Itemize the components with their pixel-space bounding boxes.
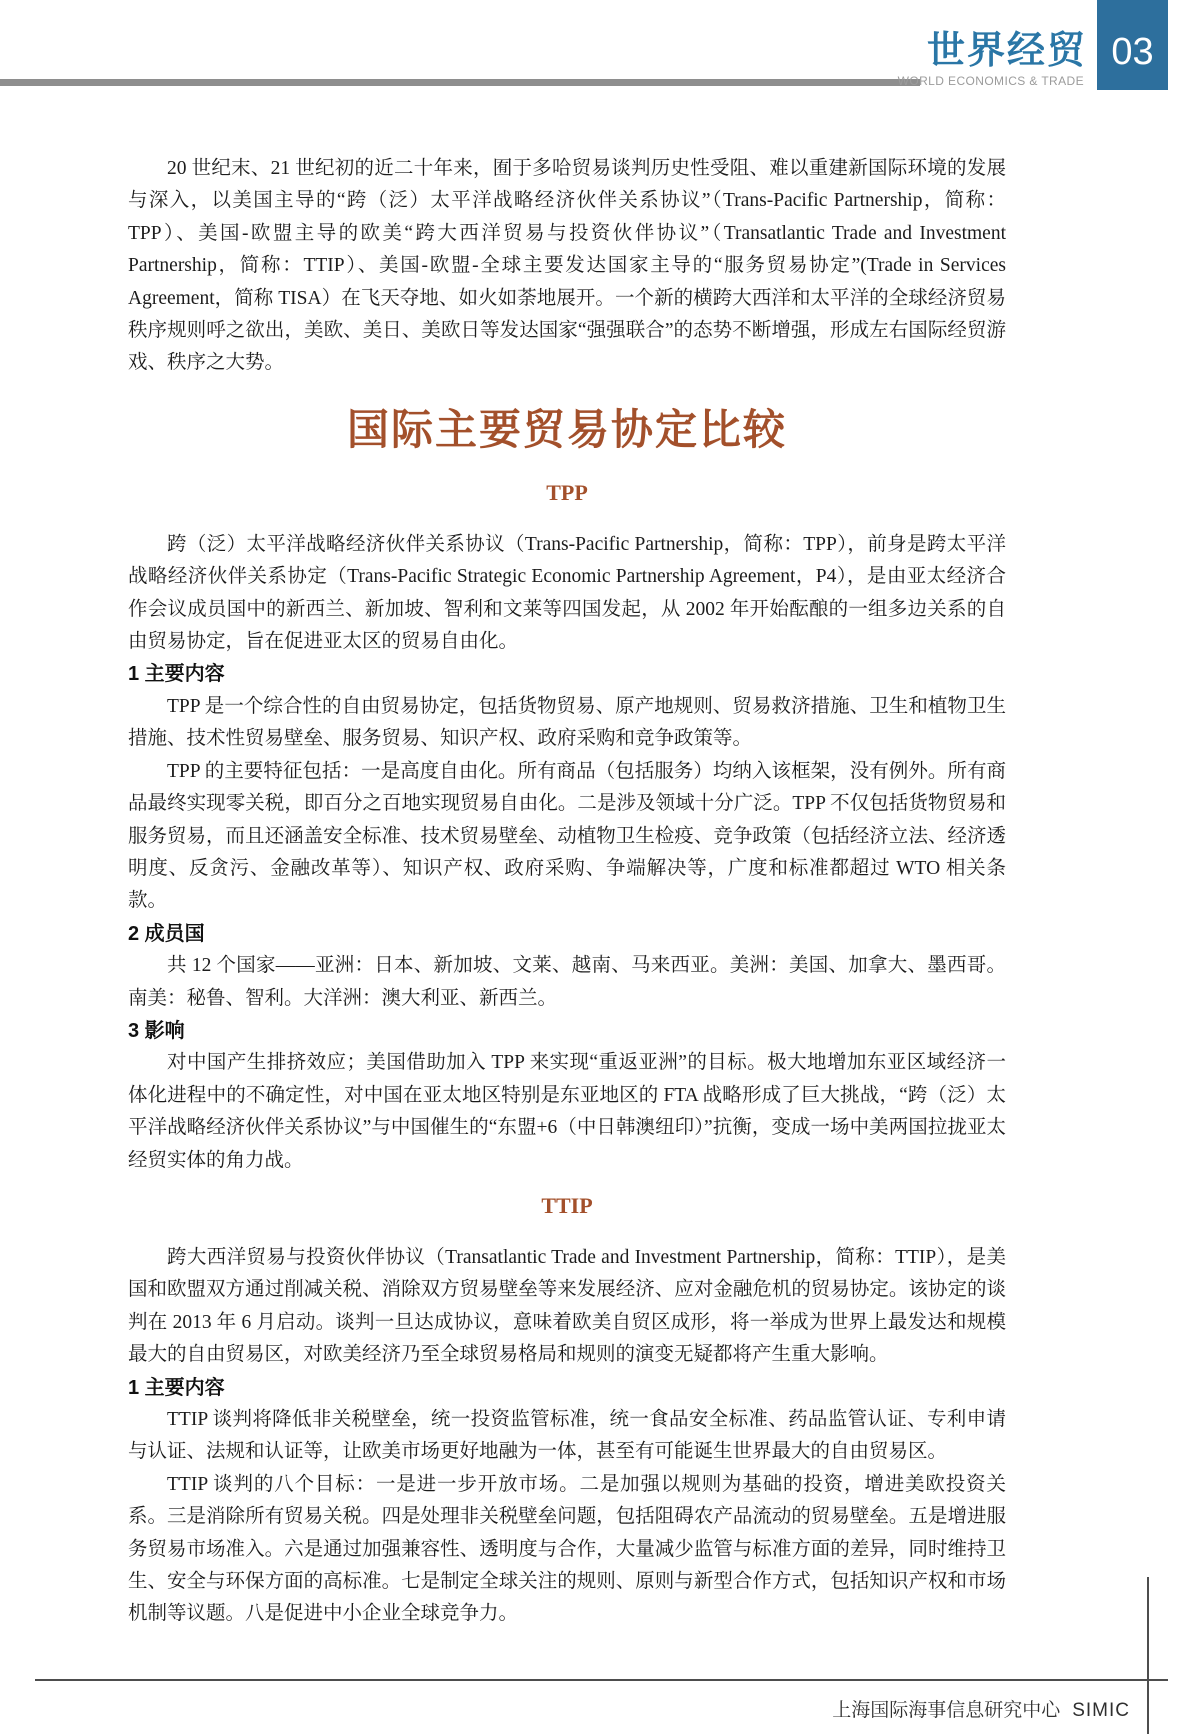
section-title-cn: 世界经贸 bbox=[926, 30, 1087, 72]
footer-publisher bbox=[832, 1698, 1130, 1724]
section-heading-tpp: TPP bbox=[546, 479, 588, 505]
tpp-paragraph-impact: 对中国产生排挤效应；美国借助加入 TPP 来实现“重返亚洲”的目标。极大地增加东亚区域经济一体化进程中的不确定性，对中国在亚太地区特别是东亚地区的 FTA 战略形成了巨大挑战，“跨（泛）太平洋战略经济伙伴关系协议”与中国催生的“东盟+6（中日韩澳纽印）”抗衡，变成一场中美两国拉拢亚太经贸实体的角力战。 bbox=[128, 1052, 1006, 1171]
footer-horizontal-rule bbox=[35, 1679, 1168, 1681]
tpp-subhead-members: 2 成员国 bbox=[128, 922, 205, 945]
section-heading-ttip: TTIP bbox=[541, 1192, 593, 1218]
tpp-subhead-main-content: 1 主要内容 bbox=[128, 663, 225, 686]
publisher-name: 上海国际海事信息研究中心 bbox=[832, 1700, 1061, 1721]
ttip-paragraph-content-1: TTIP 谈判将降低非关税壁垒，统一投资监管标准，统一食品安全标准、药品监管认证、专利申请与认证、法规和认证等，让欧美市场更好地融为一体，甚至有可能诞生世界最大的自由贸易区。 bbox=[128, 1409, 1006, 1463]
article-body bbox=[128, 153, 1006, 1631]
section-title-en: WORLD ECONOMICS & TRADE bbox=[897, 74, 1084, 88]
article-main-title: 国际主要贸易协定比较 bbox=[346, 407, 787, 454]
tpp-paragraph-content-1: TPP 是一个综合性的自由贸易协定，包括货物贸易、原产地规则、贸易救济措施、卫生和植物卫生措施、技术性贸易壁垒、服务贸易、知识产权、政府采购和竞争政策等。 bbox=[128, 695, 1006, 750]
tpp-intro-paragraph: 跨（泛）太平洋战略经济伙伴关系协议（Trans-Pacific Partnership，简称：TPP），前身是跨太平洋战略经济伙伴关系协定（Trans-Pacific Strategic Economic Partnership Agreement，P4），是由亚太经济合作会议成员国中的新西兰、新加坡、智利和文莱等四国发起，从 2002 年开始酝酿的一组多边关系的自由贸易协定，旨在促进亚太区的贸易自由化。 bbox=[128, 533, 1006, 653]
intro-paragraph: 20 世纪末、21 世纪初的近二十年来，囿于多哈贸易谈判历史性受阻、难以重建新国际环境的发展与深入，以美国主导的“跨（泛）太平洋战略经济伙伴关系协议”（Trans-Pacific Partnership，简称：TPP）、美国-欧盟主导的欧美“跨大西洋贸易与投资伙伴协议”（Transatlantic Trade and Investment Partnership，简称：TTIP）、美国-欧盟-全球主要发达国家主导的“服务贸易协定”(Trade in Services Agreement，简称 TISA）在飞天夺地、如火如荼地展开。一个新的横跨大西洋和太平洋的全球经济贸易秩序规则呼之欲出，美欧、美日、美欧日等发达国家“强强联合”的态势不断增强，形成左右国际经贸游戏、秩序之大势。 bbox=[128, 158, 1006, 374]
footer-vertical-rule bbox=[1147, 1577, 1149, 1734]
header-rule-bar bbox=[0, 79, 920, 86]
tpp-subhead-impact: 3 影响 bbox=[128, 1019, 185, 1042]
ttip-subhead-main-content: 1 主要内容 bbox=[128, 1376, 225, 1399]
tpp-paragraph-members: 共 12 个国家——亚洲：日本、新加坡、文莱、越南、马来西亚。美洲：美国、加拿大、墨西哥。南美：秘鲁、智利。大洋洲：澳大利亚、新西兰。 bbox=[128, 955, 1006, 1009]
publisher-abbr: SIMIC bbox=[1072, 1700, 1130, 1721]
page-number-badge bbox=[1097, 0, 1168, 90]
tpp-paragraph-content-2: TPP 的主要特征包括：一是高度自由化。所有商品（包括服务）均纳入该框架，没有例外。所有商品最终实现零关税，即百分之百地实现贸易自由化。二是涉及领域十分广泛。TPP 不仅包括货物贸易和服务贸易，而且还涵盖安全标准、技术贸易壁垒、动植物卫生检疫、竞争政策（包括经济立法、经济透明度、反贪污、金融改革等）、知识产权、政府采购、争端解决等，广度和标准都超过 WTO 相关条款。 bbox=[128, 760, 1006, 912]
ttip-paragraph-content-2: TTIP 谈判的八个目标：一是进一步开放市场。二是加强以规则为基础的投资，增进美欧投资关系。三是消除所有贸易关税。四是处理非关税壁垒问题，包括阻碍农产品流动的贸易壁垒。五是增进服务贸易市场准入。六是通过加强兼容性、透明度与合作，大量减少监管与标准方面的差异，同时维持卫生、安全与环保方面的高标准。七是制定全球关注的规则、原则与新型合作方式，包括知识产权和市场机制等议题。八是促进中小企业全球竞争力。 bbox=[128, 1473, 1006, 1625]
page-number: 03 bbox=[1111, 30, 1154, 73]
ttip-intro-paragraph: 跨大西洋贸易与投资伙伴协议（Transatlantic Trade and Investment Partnership，简称：TTIP），是美国和欧盟双方通过削减关税、消除双方贸易壁垒等来发展经济、应对金融危机的贸易协定。该协定的谈判在 2013 年 6 月启动。谈判一旦达成协议，意味着欧美自贸区成形，将一举成为世界上最发达和规模最大的自由贸易区，对欧美经济乃至全球贸易格局和规则的演变无疑都将产生重大影响。 bbox=[128, 1246, 1006, 1366]
